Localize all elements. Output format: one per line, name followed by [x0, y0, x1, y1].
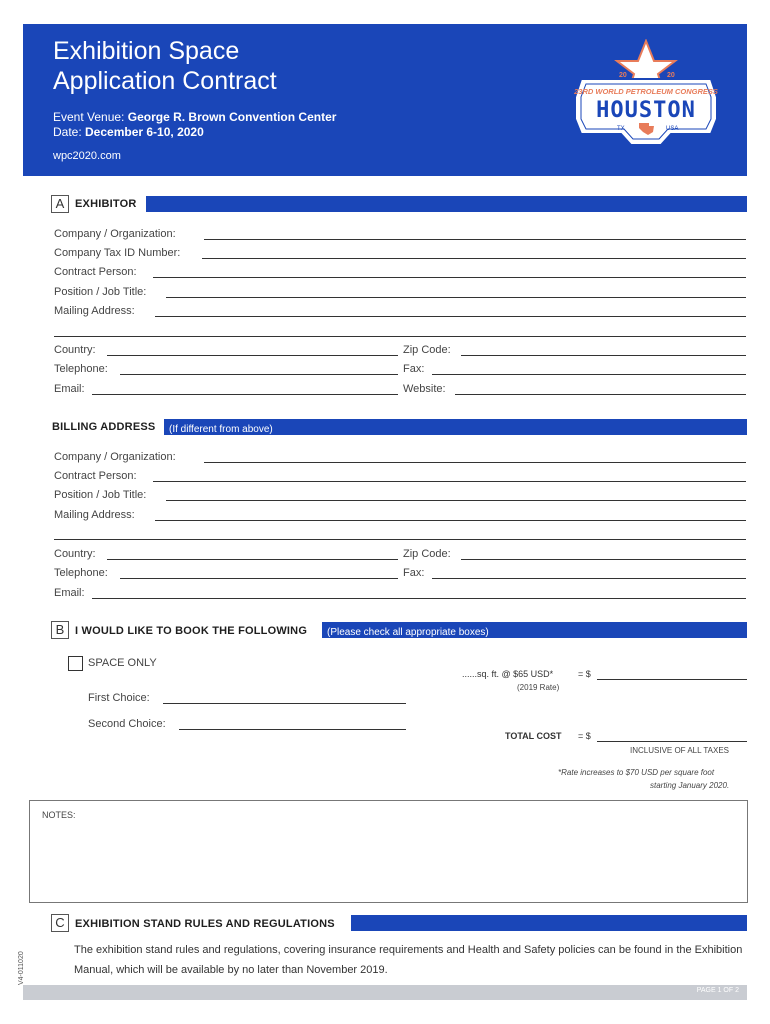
notes-box[interactable] [29, 800, 748, 903]
company-field[interactable] [204, 239, 746, 240]
telephone-label: Telephone: [54, 363, 108, 375]
position-field[interactable] [166, 297, 746, 298]
notes-label: NOTES: [42, 810, 76, 820]
header-banner [23, 24, 747, 176]
email-field[interactable] [92, 394, 398, 395]
billing-title: BILLING ADDRESS [52, 421, 156, 433]
billing-zip-field[interactable] [461, 559, 746, 560]
event-date [53, 125, 204, 139]
section-a-bar [146, 196, 747, 212]
country-field[interactable] [107, 355, 398, 356]
logo-year-right: 20 [667, 72, 675, 79]
section-c-title: EXHIBITION STAND RULES AND REGULATIONS [75, 918, 335, 930]
rate-equals: = $ [578, 669, 591, 679]
footer-bar [23, 985, 747, 1000]
email-label: Email: [54, 383, 85, 395]
section-b-bar [322, 622, 747, 638]
logo-city: HOUSTON [596, 98, 696, 123]
position-label: Position / Job Title: [54, 286, 147, 298]
date-value: December 6-10, 2020 [85, 125, 204, 139]
first-choice-field[interactable] [163, 703, 406, 704]
date-label: Date: [53, 125, 86, 139]
billing-mailing-field-line-2[interactable] [54, 539, 746, 540]
space-only-checkbox[interactable] [68, 656, 83, 671]
mailing-field[interactable] [155, 316, 746, 317]
billing-fax-field[interactable] [432, 578, 746, 579]
website-field[interactable] [455, 394, 746, 395]
venue-value: George R. Brown Convention Center [127, 110, 337, 124]
contract-person-label: Contract Person: [54, 266, 137, 278]
billing-country-field[interactable] [107, 559, 398, 560]
contract-person-field[interactable] [153, 277, 746, 278]
tax-id-label: Company Tax ID Number: [54, 247, 181, 259]
zip-label: Zip Code: [403, 344, 451, 356]
tax-id-field[interactable] [202, 258, 746, 259]
logo-year-left: 20 [619, 72, 627, 79]
space-only-label: SPACE ONLY [88, 657, 157, 669]
billing-company-field[interactable] [204, 462, 746, 463]
billing-bar [164, 419, 747, 435]
version-code: V4-011020 [18, 951, 25, 985]
company-label: Company / Organization: [54, 228, 176, 240]
section-b-marker: B [51, 621, 69, 639]
billing-mailing-label: Mailing Address: [54, 509, 135, 521]
title-line-2: Application Contract [53, 67, 277, 95]
section-a-marker: A [51, 195, 69, 213]
section-c-marker: C [51, 914, 69, 932]
inclusive-taxes: INCLUSIVE OF ALL TAXES [630, 746, 729, 755]
total-cost-label: TOTAL COST [505, 731, 562, 741]
rate-label: ......sq. ft. @ $65 USD* [462, 669, 554, 679]
billing-position-label: Position / Job Title: [54, 489, 147, 501]
venue-label: Event Venue: [53, 110, 128, 124]
rate-note-line-1: *Rate increases to $70 USD per square foot [558, 768, 715, 777]
telephone-field[interactable] [120, 374, 398, 375]
logo-congress: 23RD WORLD PETROLEUM CONGRESS [574, 87, 718, 96]
zip-field[interactable] [461, 355, 746, 356]
mailing-label: Mailing Address: [54, 305, 135, 317]
billing-zip-label: Zip Code: [403, 548, 451, 560]
billing-mailing-field[interactable] [155, 520, 746, 521]
section-b-note: (Please check all appropriate boxes) [327, 627, 489, 638]
billing-contract-person-field[interactable] [153, 481, 746, 482]
website-link[interactable]: wpc2020.com [53, 150, 121, 162]
page-title [53, 36, 393, 96]
billing-fax-label: Fax: [403, 567, 425, 579]
billing-email-label: Email: [54, 587, 85, 599]
event-venue [53, 110, 336, 124]
section-b-title: I WOULD LIKE TO BOOK THE FOLLOWING [75, 625, 308, 637]
billing-telephone-label: Telephone: [54, 567, 108, 579]
total-equals: = $ [578, 731, 591, 741]
logo-state: TX [617, 126, 625, 132]
country-label: Country: [54, 344, 96, 356]
billing-position-field[interactable] [166, 500, 746, 501]
page-number: PAGE 1 OF 2 [696, 987, 739, 994]
total-cost-field[interactable] [597, 741, 747, 742]
section-c-bar [351, 915, 747, 931]
billing-note: (If different from above) [169, 424, 273, 435]
section-a-title: EXHIBITOR [75, 198, 137, 210]
fax-field[interactable] [432, 374, 746, 375]
billing-contract-person-label: Contract Person: [54, 470, 137, 482]
space-cost-field[interactable] [597, 679, 747, 680]
first-choice-label: First Choice: [88, 692, 150, 704]
rules-paragraph: The exhibition stand rules and regulations, covering insurance requirements and Health and Safety policies can be found in the Exhibition Manual, which will be available by no later than November 2019. [74, 944, 743, 976]
fax-label: Fax: [403, 363, 425, 375]
logo-country: USA [666, 126, 679, 132]
second-choice-field[interactable] [179, 729, 406, 730]
rate-year: (2019 Rate) [517, 683, 560, 692]
billing-email-field[interactable] [92, 598, 746, 599]
title-line-1: Exhibition Space [53, 37, 240, 65]
website-label: Website: [403, 383, 446, 395]
billing-company-label: Company / Organization: [54, 451, 176, 463]
wpc-houston-logo [571, 39, 721, 149]
rate-note-line-2: starting January 2020. [650, 781, 730, 790]
billing-country-label: Country: [54, 548, 96, 560]
billing-telephone-field[interactable] [120, 578, 398, 579]
mailing-field-line-2[interactable] [54, 336, 746, 337]
second-choice-label: Second Choice: [88, 718, 166, 730]
